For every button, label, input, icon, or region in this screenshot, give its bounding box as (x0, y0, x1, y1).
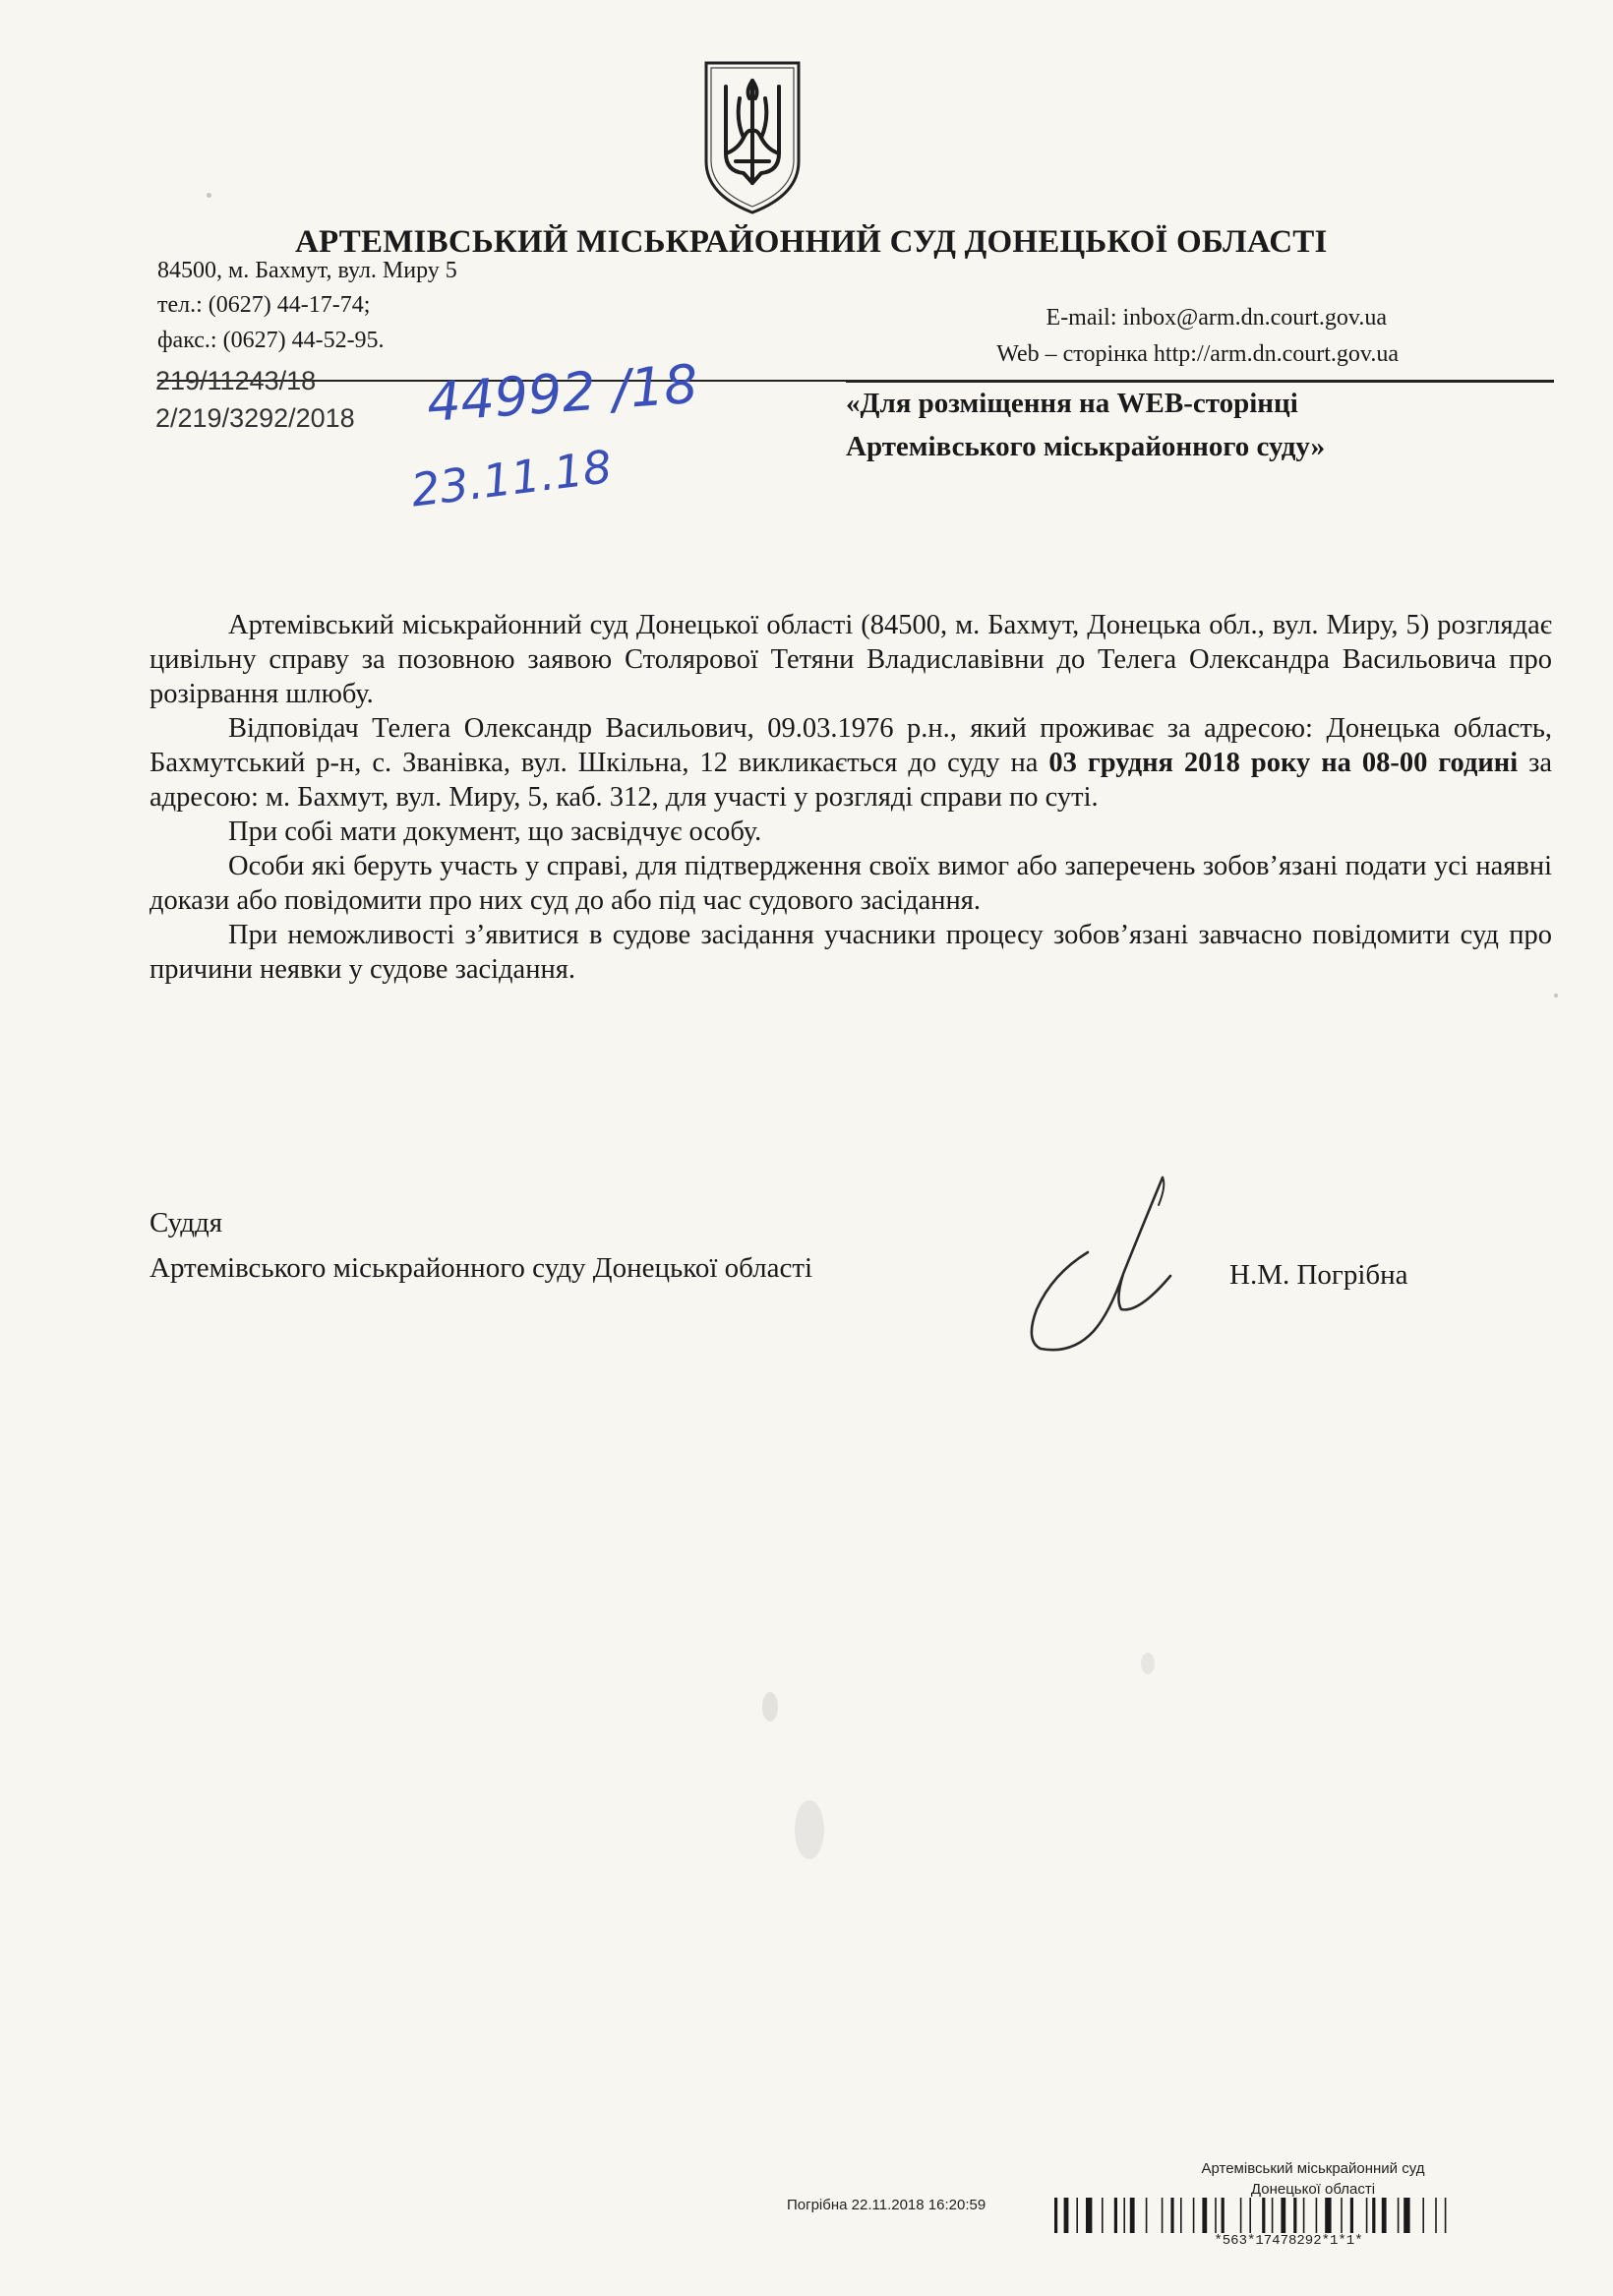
barcode-text: *563*17478292*1*1* (1214, 2233, 1363, 2249)
court-name: АРТЕМІВСЬКИЙ МІСЬКРАЙОННИЙ СУД ДОНЕЦЬКОЇ ОБЛАСТІ (295, 224, 1328, 260)
coat-of-arms-icon (700, 59, 805, 216)
summons-text-end: за адресою: м. Бахмут, вул. Миру, 5, каб. 312, для участі у розгляді справи по суті. (149, 748, 1552, 813)
summons-text-start: Відповідач Телега Олександр Васильович, 09.03.1976 р.н., який проживає за адресою: Донецька область, Бахмутський р-н, с. Званівка, вул. Шкільна, 12 викликається до суду на (149, 713, 1552, 778)
paragraph-summons (149, 711, 1552, 815)
stamp-court-line-2: Донецької області (1250, 2181, 1376, 2198)
paragraph-absence-notice: При неможливості з’явитися в судове засідання учасники процесу зобов’язані завчасно повідомити суд про причини неявки у судове засідання. (149, 920, 1552, 985)
document-body (149, 608, 1552, 987)
court-fax: факс.: (0627) 44-52-95. (157, 328, 385, 353)
court-website: Web – сторінка http://arm.dn.court.gov.ua (996, 341, 1399, 367)
hearing-datetime: 03 грудня 2018 року на 08-00 годині (1048, 748, 1519, 778)
scan-speck (795, 1800, 824, 1859)
stamp-court-line-1: Артемівський міськрайонний суд (1201, 2160, 1425, 2177)
handwritten-registration-number: 44992 /18 (425, 352, 700, 434)
paragraph-identity-document: При собі мати документ, що засвідчує особу. (228, 816, 762, 847)
scan-speck (762, 1692, 778, 1722)
case-number: 219/11243/18 (155, 366, 317, 395)
proceeding-number: 2/219/3292/2018 (155, 403, 355, 433)
web-publication-note (846, 382, 1515, 468)
web-note-line-1: «Для розміщення на WEB-сторінці (846, 388, 1298, 419)
judge-signature (1013, 1166, 1210, 1362)
paragraph-case-description: Артемівський міськрайонний суд Донецької області (84500, м. Бахмут, Донецька обл., вул. Миру, 5) розглядає цивільну справу за позовною заявою Столярової Тетяни Владиславівни до Телега Олександра Васильовича про розірвання шлюбу. (149, 610, 1552, 709)
web-note-line-2: Артемівського міськрайонного суду» (846, 431, 1326, 462)
scan-speck (1141, 1653, 1155, 1674)
judge-title-line-2: Артемівського міськрайонного суду Донецької області (149, 1252, 813, 1284)
barcode-icon (1054, 2198, 1536, 2233)
court-address: 84500, м. Бахмут, вул. Миру 5 (157, 258, 457, 283)
judge-title-line-1: Суддя (149, 1207, 223, 1239)
judge-name: Н.М. Погрібна (1229, 1259, 1408, 1291)
court-phone: тел.: (0627) 44-17-74; (157, 292, 371, 318)
handwritten-date: 23.11.18 (408, 440, 615, 517)
scan-speck (207, 193, 211, 198)
court-email: E-mail: inbox@arm.dn.court.gov.ua (1045, 305, 1387, 331)
judge-title (149, 1200, 812, 1291)
paragraph-evidence: Особи які беруть участь у справі, для підтвердження своїх вимог або заперечень зобов’язані подати усі наявні докази або повідомити про них суд до або під час судового засідання. (149, 851, 1552, 916)
stamp-signer-datetime: Погрібна 22.11.2018 16:20:59 (787, 2197, 986, 2213)
court-stamp (1092, 2158, 1534, 2200)
scan-speck (1554, 994, 1558, 997)
